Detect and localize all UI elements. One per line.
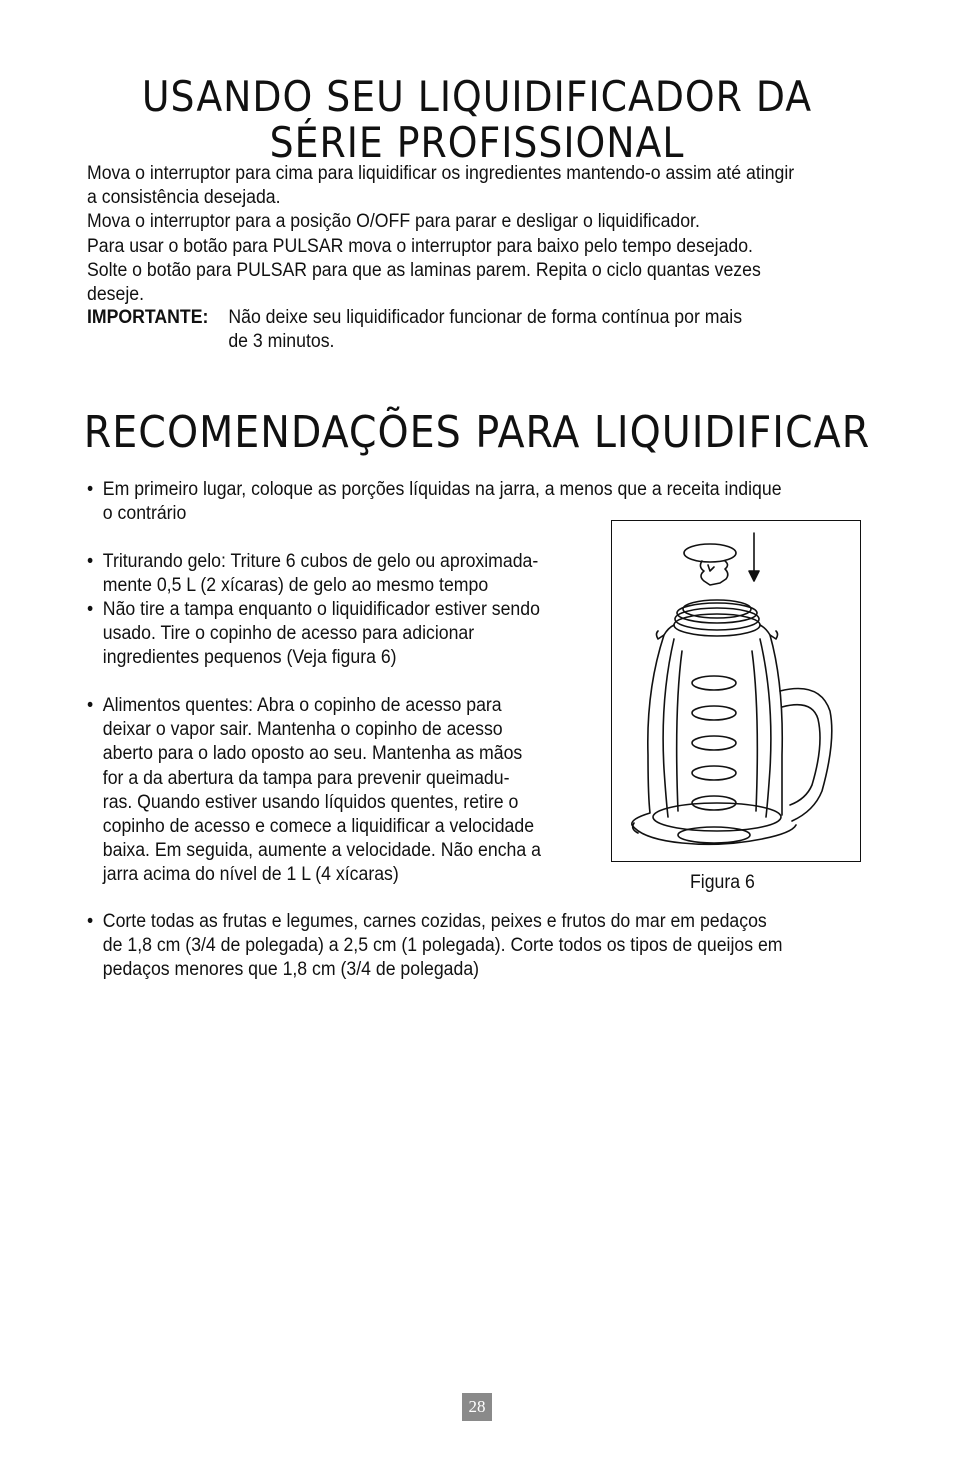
figure-caption: Figura 6 [690, 872, 755, 893]
title-line-1: USANDO SEU LIQUIDIFICADOR DA [141, 72, 813, 121]
important-label: IMPORTANTE: [87, 307, 209, 328]
bullet-icon: • [87, 551, 94, 572]
paragraph-line: Solte o botão para PULSAR para que as laminas parem. Repita o ciclo quantas vezes [87, 259, 761, 281]
list-item-line: ras. Quando estiver usando líquidos quentes, retire o [102, 791, 519, 813]
paragraph-line: deseje. [87, 284, 144, 306]
list-item-line: ingredientes pequenos (Veja figura 6) [102, 647, 397, 669]
list-item-line: pedaços menores que 1,8 cm (3/4 de polegada) [102, 959, 480, 981]
paragraph-line: Mova o interruptor para cima para liquidificar os ingredientes mantendo-o assim até atingir [87, 163, 795, 184]
paragraph-line: a consistência desejada. [87, 187, 281, 209]
important-text-line-1: Não deixe seu liquidificador funcionar de forma contínua por mais [228, 307, 743, 328]
paragraph-line: Para usar o botão para PULSAR mova o interruptor para baixo pelo tempo desejado. [87, 235, 753, 257]
page-number: 28 [462, 1393, 492, 1421]
instructions-text [87, 162, 878, 307]
bullet-icon: • [87, 599, 94, 620]
list-item-line: copinho de acesso e comece a liquidificar a velocidade [102, 816, 535, 838]
list-item-line: o contrário [102, 503, 187, 525]
section-title: RECOMENDAÇÕES PARA LIQUIDIFICAR [83, 407, 871, 458]
list-item-line: deixar o vapor sair. Mantenha o copinho de acesso [102, 719, 503, 741]
list-item-line: Alimentos quentes: Abra o copinho de acesso para [102, 695, 502, 716]
page-title [0, 74, 954, 166]
list-item [87, 550, 589, 598]
list-item-line: Corte todas as frutas e legumes, carnes cozidas, peixes e frutos do mar em pedaços [102, 911, 767, 932]
list-item-line: aberto para o lado oposto ao seu. Mantenha as mãos [102, 743, 523, 765]
bullet-icon: • [87, 695, 94, 716]
bullet-icon: • [87, 911, 94, 932]
list-item [87, 910, 878, 983]
important-note [87, 306, 742, 354]
important-text-line-2: de 3 minutos. [228, 331, 335, 353]
list-item [87, 598, 589, 671]
list-item-line: mente 0,5 L (2 xícaras) de gelo ao mesmo tempo [102, 575, 489, 597]
list-item-line: Triturando gelo: Triture 6 cubos de gelo ou aproximada- [102, 551, 539, 572]
list-item [87, 694, 589, 888]
bullet-icon: • [87, 479, 94, 500]
list-item-line: jarra acima do nível de 1 L (4 xícaras) [102, 864, 399, 886]
title-line-2: SÉRIE PROFISSIONAL [269, 118, 685, 167]
list-item-line: Não tire a tampa enquanto o liquidificador estiver sendo [102, 599, 540, 620]
list-item-line: usado. Tire o copinho de acesso para adicionar [102, 623, 475, 645]
list-item-line: de 1,8 cm (3/4 de polegada) a 2,5 cm (1 polegada). Corte todos os tipos de queijos em [102, 935, 783, 957]
list-item-line: for a da abertura da tampa para prevenir queimadu- [102, 767, 510, 789]
blender-figure [611, 520, 861, 862]
paragraph-line: Mova o interruptor para a posição O/OFF para parar e desligar o liquidificador. [87, 211, 700, 233]
list-item-line: Em primeiro lugar, coloque as porções líquidas na jarra, a menos que a receita indique [102, 479, 782, 500]
blender-jar-icon [612, 521, 860, 861]
list-item-line: baixa. Em seguida, aumente a velocidade. Não encha a [102, 840, 541, 862]
